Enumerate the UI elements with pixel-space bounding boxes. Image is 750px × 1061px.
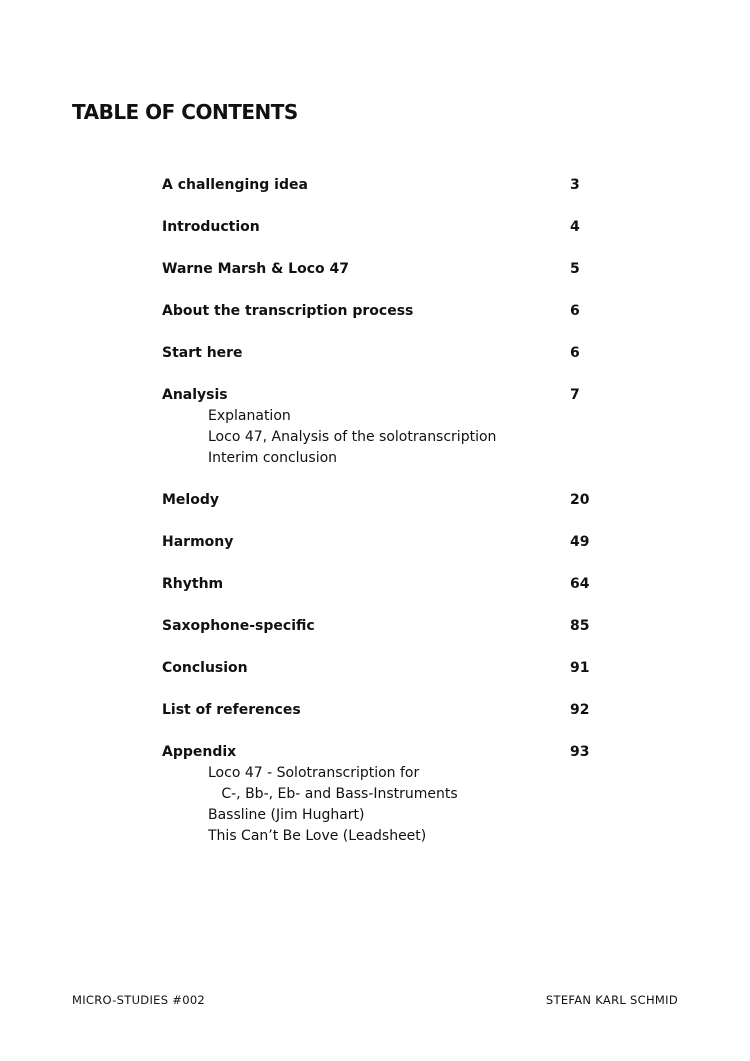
toc-entry-page-number: 92 (570, 702, 590, 718)
page-title: TABLE OF CONTENTS (72, 100, 298, 124)
toc-subentry: Explanation (208, 408, 291, 424)
toc-entry (162, 300, 602, 322)
toc-subentry: Interim conclusion (208, 450, 338, 466)
footer-author: STEFAN KARL SCHMID (545, 993, 678, 1007)
toc-entry-page-number: 91 (570, 660, 590, 676)
toc-entry-title: Saxophone-specific (162, 618, 315, 634)
toc-entry (162, 573, 602, 595)
toc-entry-title: Conclusion (162, 660, 248, 676)
toc-entry-row (162, 615, 602, 637)
toc-entry-row (162, 342, 602, 364)
toc-entry-page-number: 64 (570, 576, 590, 592)
toc-subentry: Loco 47 - Solotranscription for (208, 765, 420, 781)
toc-entry-row (162, 384, 602, 406)
toc-entry-title: List of references (162, 702, 301, 718)
toc-entry-page-number: 7 (570, 387, 580, 403)
toc-entry (162, 258, 602, 280)
toc-entry-title: Warne Marsh & Loco 47 (162, 261, 349, 277)
toc-entry (162, 657, 602, 679)
toc-subentry: Bassline (Jim Hughart) (208, 807, 365, 823)
toc-entry-row (162, 699, 602, 721)
table-of-contents (162, 174, 602, 867)
toc-entry-row (162, 174, 602, 196)
toc-subentries (208, 406, 602, 469)
toc-entry (162, 531, 602, 553)
toc-subentry: Loco 47, Analysis of the solotranscription (208, 429, 497, 445)
toc-entry-row (162, 489, 602, 511)
toc-entry (162, 384, 602, 469)
toc-entry-page-number: 85 (570, 618, 590, 634)
toc-entry-title: Introduction (162, 219, 260, 235)
toc-entry-page-number: 3 (570, 177, 580, 193)
toc-entry-page-number: 4 (570, 219, 580, 235)
toc-entry (162, 489, 602, 511)
toc-subentry: C-, Bb-, Eb- and Bass-Instruments (208, 786, 458, 802)
toc-entry-row (162, 300, 602, 322)
toc-subentry: This Can’t Be Love (Leadsheet) (208, 828, 427, 844)
toc-entry (162, 216, 602, 238)
toc-entry-row (162, 531, 602, 553)
toc-entry-title: About the transcription process (162, 303, 414, 319)
toc-entry-row (162, 573, 602, 595)
toc-entry-title: Appendix (162, 744, 237, 760)
toc-entry-title: Rhythm (162, 576, 224, 592)
toc-entry-row (162, 741, 602, 763)
toc-entry-title: Start here (162, 345, 243, 361)
toc-subentries (208, 763, 602, 847)
toc-entry-title: Analysis (162, 387, 228, 403)
toc-entry-title: A challenging idea (162, 177, 308, 193)
toc-entry-row (162, 216, 602, 238)
toc-entry-title: Harmony (162, 534, 234, 550)
toc-entry (162, 342, 602, 364)
toc-entry-page-number: 49 (570, 534, 590, 550)
toc-entry-page-number: 6 (570, 303, 580, 319)
toc-entry (162, 615, 602, 637)
toc-entry-page-number: 93 (570, 744, 590, 760)
toc-entry-page-number: 20 (570, 492, 590, 508)
toc-entry (162, 699, 602, 721)
toc-entry-title: Melody (162, 492, 219, 508)
footer-series: MICRO-STUDIES #002 (72, 993, 206, 1007)
toc-entry (162, 174, 602, 196)
toc-entry-row (162, 258, 602, 280)
toc-entry-row (162, 657, 602, 679)
toc-entry-page-number: 6 (570, 345, 580, 361)
toc-entry (162, 741, 602, 847)
toc-entry-page-number: 5 (570, 261, 580, 277)
